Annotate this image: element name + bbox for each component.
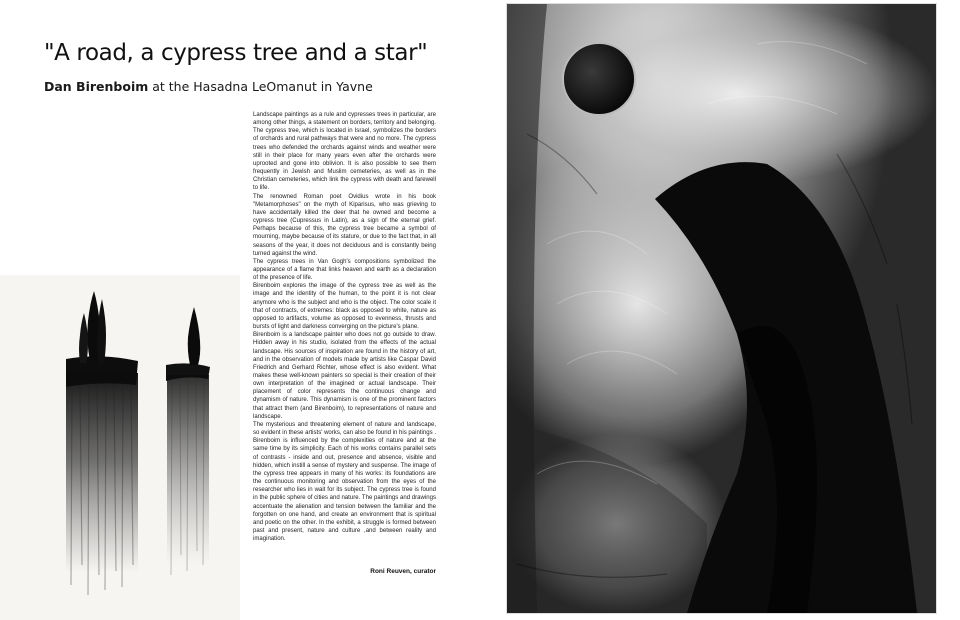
left-block [66, 356, 138, 595]
moon-shape [563, 43, 635, 115]
body-paragraph: Landscape paintings as a rule and cypresses trees in particular, are among other things, a statement on borders, territory and belonging. The cypress tree, which is located in Israel, symbolizes the borders of orchards and rural pathways that were and no more. The cypress trees who defended the orchards against winds and weather were still in their place for many years even after the orchards were uprooted and gone into oblivion. It is also possible to see them frequently in Jewish and Muslim cemeteries, as well as in the Christian cemeteries, which link the cypress with death and farewell to life. [253, 112, 436, 192]
body-paragraph: The renowned Roman poet Ovidius wrote in his book "Metamorphoses" on the myth of Kiparisus, who was grieving to have accidentally killed the deer that he owned and become a cypress tree (Cupressus in Latin), as a sign of the eternal grief. Perhaps because of this, the cypress tree became a symbol of mourning, maybe because of its stature, or due to the fact that, in all seasons of the year, it does not deciduous and is constantly being turned against the wind. [253, 193, 436, 257]
right-block [166, 363, 210, 575]
cypress-ink-artwork [0, 275, 240, 620]
artist-name: Dan Birenboim [44, 79, 149, 94]
body-paragraph: Birenboim explores the image of the cypress tree as well as the image and the identity of the human, to the point it is not clear anymore who is the subject and who is the object. The color scale it that of contracts, of extremes: black as opposed to white, nature as opposed to artifacts, volume as opposed to evenness, thrusts and bursts of light and darkness converging on the picture's plane. [253, 283, 436, 331]
night-cypress-artwork [506, 3, 937, 614]
body-paragraph: The cypress trees in Van Gogh's compositions symbolized the appearance of a flame that links heaven and earth as a declaration of the presence of life. [253, 258, 436, 282]
body-paragraph: The mysterious and threatening element of nature and landscape, so evident in these artists' works, can also be found in his paintings . Birenboim is influenced by the complexities of nature and at the same time by its simplicity. Each of his works contains parallel sets of contrasts - inside and out, presence and absence, visible and hidden, which instill a sense of mystery and suspense. The image of the cypress tree appears in many of his works: its foundations are the continuous monitoring and observation from the eyes of the researcher who lies in wait for its subject. The cypress tree is found in the public sphere of cities and nature. The paintings and drawings accentuate the alienation and tension between the familiar and the forgotten on one hand, and create an environment that is spiritual and poetic on the other. In the exhibit, a struggle is formed between past and present, nature and culture ,and between reality and imagination. [253, 421, 436, 543]
curator-signature: Roni Reuven, curator [370, 568, 436, 575]
article-subtitle [44, 79, 373, 94]
exhibition-venue: at the Hasadna LeOmanut in Yavne [148, 79, 373, 94]
article-body [253, 111, 436, 543]
article-title: "A road, a cypress tree and a star" [44, 40, 428, 66]
body-paragraph: Birenboim is a landscape painter who does not go outside to draw. Hidden away in his studio, isolated from the effects of the actual landscape. His sources of inspiration are found in the history of art, and in the observation of models made by artists like Caspar David Friedrich and Gerhard Richter, whose effect is also evident. What makes these well-known painters so special is their creation of their own interpretation of the imagined or actual landscape. Their placement of color represents the continuous change and dynamism of nature. This dynamism is one of the prominent factors that attract them (and Birenboim), to representations of nature and landscape. [253, 332, 436, 420]
